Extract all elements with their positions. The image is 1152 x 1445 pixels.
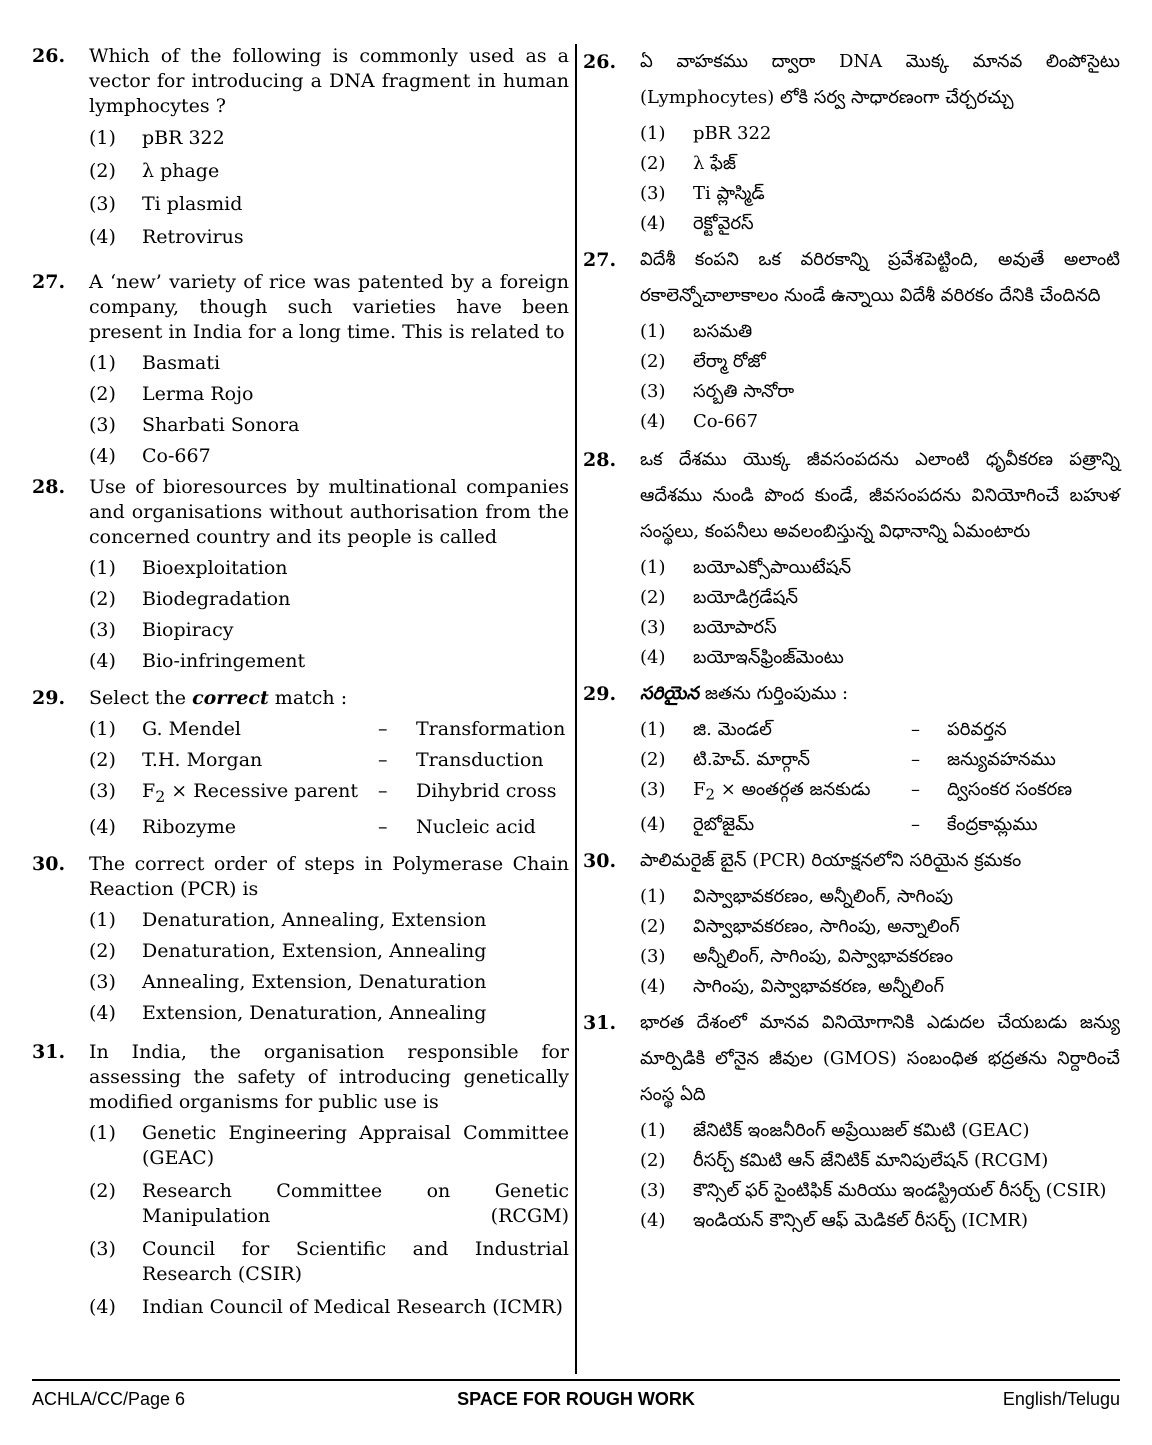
- page-code: ACHLA/CC/Page 6: [32, 1389, 186, 1409]
- option-3: [89, 618, 569, 643]
- option-1: [89, 1121, 569, 1171]
- option-1: [89, 126, 569, 151]
- question-text: Which of the following is commonly used as a vector for introducing a DNA fragment in human lymphocytes ?: [89, 45, 569, 117]
- option-4: [89, 649, 569, 674]
- option-text: Council for Scientific and Industrial Research (CSIR): [142, 1237, 569, 1285]
- question-31-en: [32, 1040, 569, 1320]
- option-number: (1): [89, 352, 116, 374]
- match-left-rest: × అంతర్గత జనకుడు: [715, 779, 871, 800]
- emphasis-text: correct: [192, 687, 269, 709]
- english-column: [32, 44, 569, 1326]
- option-1: [89, 351, 569, 376]
- option-3: [89, 413, 569, 438]
- option-text: pBR 322: [142, 127, 225, 149]
- match-left: Ribozyme: [142, 815, 236, 838]
- question-text-part: match :: [268, 687, 348, 709]
- option-number: (3): [640, 945, 666, 967]
- option-number: (3): [89, 193, 116, 215]
- option-number: (1): [640, 321, 666, 342]
- question-29-en: [32, 686, 569, 840]
- option-number: (1): [89, 908, 116, 931]
- option-text: విస్వాభావకరణం, అన్నీలింగ్, సాగింపు: [693, 885, 954, 907]
- option-2: [640, 586, 1120, 610]
- question-text: Use of bioresources by multinational companies and organisations without authorisation from the concerned country and its people is called: [89, 476, 569, 548]
- option-text: Annealing, Extension, Denaturation: [142, 970, 487, 993]
- question-number: 29.: [32, 687, 66, 709]
- option-number: (2): [89, 588, 116, 610]
- subscript: 2: [155, 786, 166, 806]
- option-number: (3): [640, 617, 666, 638]
- match-left: [693, 778, 911, 807]
- match-dash: –: [378, 780, 388, 802]
- match-left: టి.హెచ్. మార్గాన్: [693, 749, 811, 770]
- question-number: 29.: [583, 683, 617, 705]
- option-4: [640, 813, 1120, 837]
- match-dash: –: [911, 779, 920, 800]
- option-text: Ti plasmid: [142, 193, 243, 215]
- option-3: [89, 970, 569, 995]
- option-text: Ti ప్లాస్మిడ్: [693, 183, 765, 204]
- option-text: Bioexploitation: [142, 557, 288, 579]
- option-number: (2): [89, 1179, 116, 1202]
- option-1: [640, 320, 1120, 344]
- match-left-rest: × Recessive parent: [165, 780, 358, 802]
- option-number: (2): [640, 351, 666, 372]
- option-text: Indian Council of Medical Research (ICMR): [142, 1295, 563, 1318]
- option-text: Sharbati Sonora: [142, 414, 300, 436]
- option-3: [640, 945, 1120, 969]
- option-text: Extension, Denaturation, Annealing: [142, 1001, 487, 1024]
- option-text: రీసర్చ్ కమిటి ఆన్ జేనిటిక్ మానిపులేషన్ (RCGM): [693, 1149, 1049, 1171]
- option-number: (1): [640, 885, 666, 907]
- option-3: [640, 380, 1120, 404]
- match-right: Transduction: [416, 749, 544, 771]
- question-31-te: [583, 1005, 1120, 1233]
- option-number: (4): [640, 647, 666, 668]
- option-1: [89, 908, 569, 933]
- option-1: [89, 556, 569, 581]
- option-4: [89, 1295, 569, 1320]
- option-number: (4): [640, 813, 666, 835]
- option-number: (4): [89, 650, 116, 672]
- option-text: Co-667: [693, 411, 759, 432]
- option-number: (4): [640, 975, 666, 997]
- option-number: (2): [89, 749, 116, 771]
- option-4: [89, 1001, 569, 1026]
- option-text: Retrovirus: [142, 226, 244, 248]
- option-text: సర్బతి సానోరా: [693, 381, 795, 402]
- option-number: (3): [640, 183, 666, 204]
- question-28-te: [583, 442, 1120, 670]
- option-2: [89, 382, 569, 407]
- option-number: (2): [89, 939, 116, 962]
- question-number: 26.: [32, 45, 66, 67]
- question-text-part: జతను గుర్తింపుము :: [699, 683, 849, 704]
- match-left: G. Mendel: [142, 718, 241, 740]
- option-number: (3): [640, 1179, 666, 1201]
- question-number: 28.: [32, 476, 66, 498]
- option-text: బయోపారస్: [693, 617, 777, 638]
- option-number: (4): [640, 411, 666, 432]
- option-2: [640, 915, 1120, 939]
- option-number: (1): [89, 718, 116, 740]
- option-text: Lerma Rojo: [142, 383, 254, 405]
- question-text: In India, the organisation responsible for assessing the safety of introducing genetically modified organisms for public use is: [89, 1040, 569, 1113]
- option-number: (4): [89, 226, 116, 248]
- option-text: Genetic Engineering Appraisal Committee (GEAC): [142, 1121, 569, 1169]
- option-1: [640, 556, 1120, 580]
- subscript: 2: [705, 785, 716, 804]
- option-text: pBR 322: [693, 123, 772, 144]
- emphasis-text: సరియైన: [640, 683, 700, 704]
- option-3: [89, 779, 569, 809]
- question-30-te: [583, 843, 1120, 999]
- option-text: బసమతి: [693, 321, 753, 342]
- option-text: విస్వాభావకరణం, సాగింపు, అన్నాలింగ్: [693, 915, 960, 937]
- option-number: (1): [640, 557, 666, 578]
- option-1: [640, 1119, 1120, 1143]
- option-number: (3): [89, 780, 116, 802]
- question-text: విదేశీ కంపని ఒక వరిరకాన్ని ప్రవేశపెట్టింది, అవుతే అలాంటి రకాలెన్నోచాలాకాలం నుండే ఉన్నాయి విదేశీ వరిరకం దేనికి చేందినది: [640, 249, 1120, 306]
- match-dash: –: [378, 749, 388, 771]
- option-text: Denaturation, Extension, Annealing: [142, 939, 487, 962]
- question-text-part: Select the: [89, 687, 193, 709]
- telugu-column: [583, 44, 1120, 1239]
- option-text: లేర్మా రోజో: [693, 351, 766, 372]
- question-27-en: [32, 270, 569, 469]
- match-left: [142, 779, 378, 809]
- option-2: [640, 152, 1120, 176]
- question-number: 27.: [583, 249, 617, 271]
- match-dash: –: [911, 813, 920, 835]
- option-text: జేనిటిక్ ఇంజనీరింగ్ అప్రేయిజల్ కమిటి (GEAC): [693, 1119, 1030, 1141]
- question-26-en: [32, 44, 569, 250]
- question-text: [640, 676, 1120, 712]
- option-4: [89, 815, 569, 840]
- option-2: [89, 939, 569, 964]
- f-symbol: F: [693, 779, 706, 800]
- match-dash: –: [911, 749, 920, 770]
- option-number: (1): [640, 1119, 666, 1141]
- question-text: The correct order of steps in Polymerase Chain Reaction (PCR) is: [89, 852, 569, 900]
- option-number: (3): [89, 1237, 116, 1260]
- match-dash: –: [378, 718, 388, 740]
- option-number: (3): [89, 619, 116, 641]
- option-text: Bio-infringement: [142, 650, 306, 672]
- option-1: [640, 885, 1120, 909]
- question-number: 31.: [32, 1040, 66, 1063]
- option-number: (2): [640, 587, 666, 608]
- question-28-en: [32, 475, 569, 674]
- option-number: (3): [640, 381, 666, 402]
- option-text: Denaturation, Annealing, Extension: [142, 908, 487, 931]
- question-text: ఏ వాహకము ద్వారా DNA మొక్క మానవ లింపోసైటు (Lymphocytes) లోకి సర్వ సాధారణంగా చేర్చరచ్చు: [640, 51, 1120, 108]
- match-right: ద్విసంకర సంకరణ: [947, 779, 1073, 800]
- question-text: ఒక దేశము యొక్క జీవసంపదను ఎలాంటి ధృవీకరణ పత్రాన్ని ఆదేశము నుండి పొంద కుండే, జీవసంపదను వినియోగించే బహుళ సంస్థలు, కంపనీలు అవలంబిస్తున్న విధానాన్ని ఏమంటారు: [640, 449, 1120, 542]
- question-29-te: [583, 676, 1120, 837]
- option-number: (3): [89, 970, 116, 993]
- question-30-en: [32, 852, 569, 1026]
- option-3: [640, 778, 1120, 807]
- question-number: 30.: [583, 849, 617, 872]
- question-text: పాలిమరైజ్ బైన్ (PCR) రియాక్షనలోని సరియైన క్రమకం: [640, 849, 1022, 871]
- footer-rule: [32, 1379, 1120, 1381]
- rough-work-label: SPACE FOR ROUGH WORK: [457, 1389, 695, 1409]
- match-dash: –: [911, 719, 920, 740]
- option-number: (3): [89, 414, 116, 436]
- option-text: సాగింపు, విస్వాభావకరణ, అన్నీలింగ్: [693, 975, 944, 997]
- option-number: (1): [89, 127, 116, 149]
- option-number: (4): [89, 445, 116, 467]
- option-text: బయోడిగ్రడేషన్: [693, 587, 799, 608]
- option-text: Biopiracy: [142, 619, 234, 641]
- option-number: (4): [89, 1295, 116, 1318]
- option-number: (3): [640, 779, 666, 800]
- option-text: ఇండియన్ కౌన్సిల్ ఆఫ్ మెడికల్ రీసర్చ్ (ICMR): [693, 1209, 1029, 1231]
- option-number: (2): [640, 915, 666, 937]
- option-text: Biodegradation: [142, 588, 291, 610]
- question-text: A ‘new’ variety of rice was patented by a foreign company, though such varieties have been present in India for a long time. This is related to: [89, 271, 569, 343]
- question-text: [89, 686, 569, 711]
- option-text: బయోఇన్‌ఫ్రింజ్‌మెంటు: [693, 647, 844, 668]
- option-3: [640, 616, 1120, 640]
- question-number: 30.: [32, 852, 66, 875]
- option-4: [89, 444, 569, 469]
- match-right: పరివర్తన: [947, 719, 1007, 740]
- option-number: (1): [89, 557, 116, 579]
- option-1: [89, 717, 569, 742]
- question-27-te: [583, 242, 1120, 434]
- f-symbol: F: [142, 780, 156, 802]
- option-2: [89, 748, 569, 773]
- option-2: [89, 159, 569, 184]
- option-number: (4): [640, 1209, 666, 1231]
- option-4: [640, 646, 1120, 670]
- option-4: [89, 225, 569, 250]
- match-right: కేంద్రకామ్లము: [947, 813, 1038, 835]
- option-text: అన్నీలింగ్, సాగింపు, విస్వాభావకరణం: [693, 945, 954, 967]
- option-number: (2): [640, 153, 666, 174]
- option-1: [640, 718, 1120, 742]
- match-left: జి. మెండల్: [693, 719, 772, 740]
- option-2: [89, 1179, 569, 1229]
- option-number: (4): [640, 213, 666, 234]
- option-2: [640, 1149, 1120, 1173]
- option-text: Research Committee on Genetic Manipulation (RCGM): [142, 1179, 569, 1227]
- option-2: [640, 748, 1120, 772]
- option-number: (2): [640, 749, 666, 770]
- question-number: 27.: [32, 271, 66, 293]
- option-3: [89, 192, 569, 217]
- question-text: భారత దేశంలో మానవ వినియోగానికి ఎడుదల చేయబడు జన్యు మార్పిడికి లోనైన జీవుల (GMOS) సంబంధిత భద్రతను నిర్దారించే సంస్థ ఏది: [640, 1011, 1120, 1105]
- option-2: [89, 587, 569, 612]
- match-right: Transformation: [416, 718, 566, 740]
- option-text: λ phage: [142, 160, 220, 182]
- option-4: [640, 410, 1120, 434]
- match-right: జన్యువహనము: [947, 749, 1056, 770]
- option-4: [640, 1209, 1120, 1233]
- option-text: బయోఎక్సోపాయిటేషన్: [693, 557, 852, 578]
- option-number: (1): [89, 1121, 116, 1144]
- option-1: [640, 122, 1120, 146]
- option-4: [640, 212, 1120, 236]
- option-number: (4): [89, 815, 116, 838]
- option-3: [640, 182, 1120, 206]
- option-text: రెక్టోవైరస్: [693, 213, 754, 234]
- question-26-te: [583, 44, 1120, 236]
- question-number: 26.: [583, 51, 617, 73]
- option-2: [640, 350, 1120, 374]
- match-left: రైబోజైమ్: [693, 813, 755, 835]
- option-number: (2): [89, 383, 116, 405]
- option-number: (1): [640, 123, 666, 144]
- question-number: 28.: [583, 449, 617, 471]
- match-left: T.H. Morgan: [142, 749, 263, 771]
- option-number: (1): [640, 719, 666, 740]
- option-number: (2): [89, 160, 116, 182]
- question-number: 31.: [583, 1011, 617, 1034]
- option-text: Co-667: [142, 445, 211, 467]
- option-text: λ ఫేజ్: [693, 153, 737, 174]
- match-right: Nucleic acid: [416, 815, 536, 838]
- option-text: కౌన్సిల్ ఫర్ సైంటిఫిక్ మరియు ఇండస్ట్రియల్ రీసర్చ్ (CSIR): [693, 1179, 1107, 1201]
- language-label: English/Telugu: [1002, 1389, 1120, 1409]
- column-divider: [575, 44, 577, 1374]
- option-4: [640, 975, 1120, 999]
- match-right: Dihybrid cross: [416, 780, 557, 802]
- option-text: Basmati: [142, 352, 221, 374]
- option-3: [89, 1237, 569, 1287]
- option-number: (2): [640, 1149, 666, 1171]
- option-number: (4): [89, 1001, 116, 1024]
- option-3: [640, 1179, 1120, 1203]
- match-dash: –: [378, 815, 388, 838]
